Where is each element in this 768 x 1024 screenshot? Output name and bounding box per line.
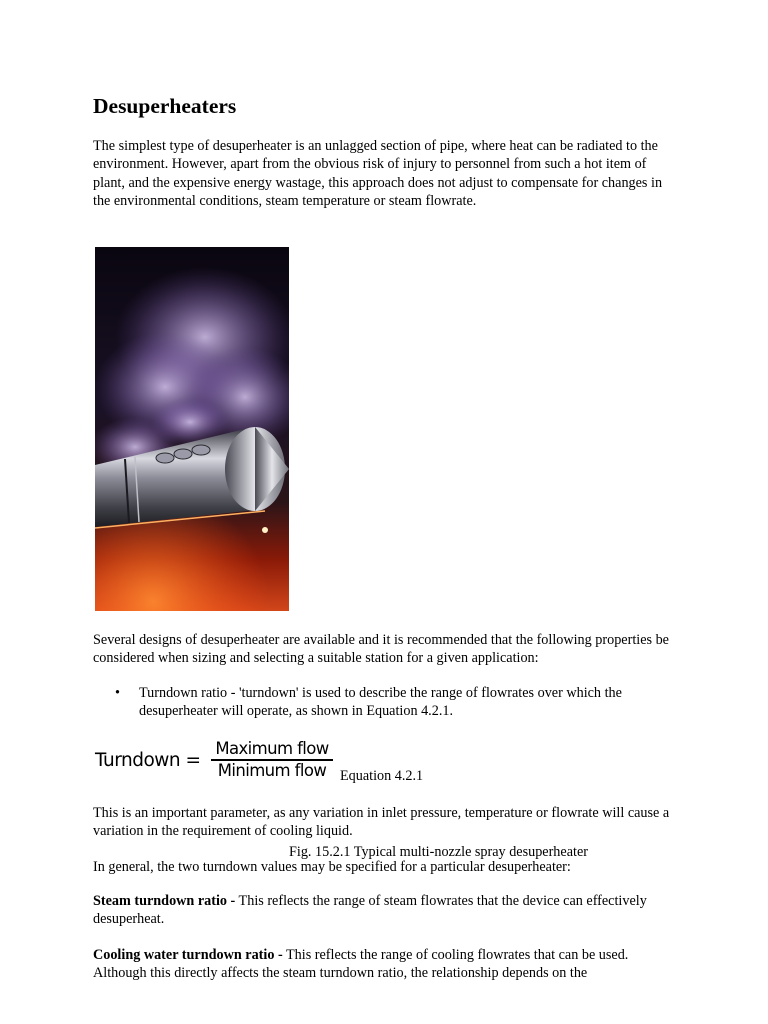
list-item [93,684,678,721]
bullet-icon: • [115,685,120,701]
equation-denominator: Minimum flow [217,761,327,780]
steam-turndown-paragraph [93,892,678,929]
steam-turndown-term: Steam turndown ratio - [93,893,236,909]
equation-label: Equation 4.2.1 [340,768,424,784]
turndown-values-paragraph: In general, the two turndown values may be specified for a particular desuperheater: [93,859,571,875]
turndown-equation [95,738,615,788]
intro-paragraph: The simplest type of desuperheater is an unlagged section of pipe, where heat can be radiated to the environment. However, apart from the obvious risk of injury to personnel from such a hot item of plant, and the expensive energy wastage, this approach does not adjust to compensate for changes in the environmental conditions, steam temperature or steam flowrate. [93,138,663,210]
steam-turndown-text: This reflects the range of steam flowrates that the device can effectively desuperheat. [93,893,647,928]
water-turndown-term: Cooling water turndown ratio - [93,947,283,963]
equation-lhs: Turndown = [95,750,201,771]
equation-numerator: Maximum flow [215,739,329,758]
spray-desuperheater-illustration [95,247,289,611]
list-item-text: Turndown ratio - 'turndown' is used to describe the range of flowrates over which the desuperheater will operate, as shown in Equation 4.2.1. [139,685,622,720]
parameter-paragraph: This is an important parameter, as any variation in inlet pressure, temperature or flowrate will cause a variation in the requirement of cooling liquid. [93,805,670,840]
water-turndown-paragraph [93,946,678,983]
figure-caption: Fig. 15.2.1 Typical multi-nozzle spray desuperheater [289,844,588,860]
water-turndown-text: This reflects the range of cooling flowrates that can be used. Although this directly affects the steam turndown ratio, the relationship depends on the [93,947,629,982]
equation-fraction [209,739,335,781]
page-title: Desuperheaters [93,94,237,118]
properties-intro: Several designs of desuperheater are available and it is recommended that the following properties be considered when sizing and selecting a suitable station for a given application: [93,632,669,667]
properties-list [93,684,678,721]
